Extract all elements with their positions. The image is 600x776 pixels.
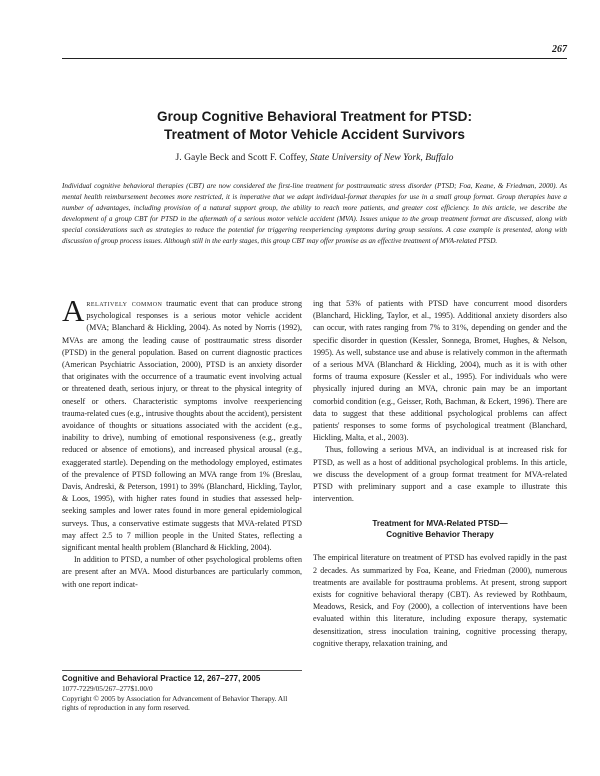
right-paragraph-3: The empirical literature on treatment of PTSD has evolved rapidly in the past 2 decades. As summarized by Foa, Keane, and Friedman (2000), numerous treatments are available for posttrauma problems. At present, strong support exists for cognitive behavioral therapy (CBT). As reviewed by Rothbaum, Meadows, Resick, and Foy (2000), a collection of interventions have been evaluated within this literature, including exposure therapy, systematic desensitization, stress inoculation training, cognitive processing therapy, cognitive therapy, relaxation training, and bbox=[313, 553, 567, 648]
section-heading bbox=[313, 518, 567, 540]
affiliation: State University of New York, Buffalo bbox=[309, 152, 454, 163]
right-paragraph-1: ing that 53% of patients with PTSD have concurrent mood disorders (Blanchard, Hickling, Taylor, et al., 1995). Additional anxiety disorders also can occur, with rates ranging from 7% to 31%, depending on gender and the specific disorder in question (Kessler, Sonnega, Bromet, Hughes, & Nelson, 1995). As well, substance use and abuse is relatively common in the aftermath of a serious MVA (Blanchard & Hickling, 2004), much as it is with other forms of trauma exposure (Kessler et al., 1995). For individuals who were physically injured during an MVA, chronic pain may be an important comorbid condition (e.g., Geisser, Roth, Bachman, & Eckert, 1996). There are data to suggest that these additional psychological problems can affect patients' responses to some forms of psychological treatment (Blanchard, Hickling, Malta, et al., 2003). bbox=[313, 299, 567, 443]
article-title bbox=[62, 108, 567, 144]
title-line-2: Treatment of Motor Vehicle Accident Survivors bbox=[164, 127, 465, 142]
right-paragraph-2: Thus, following a serious MVA, an individual is at increased risk for PTSD, as well as a host of additional psychological problems. In this article, we discuss the development of a group format treatment for MVA-related PTSD with preliminary support and a case example to illustrate this intervention. bbox=[313, 445, 567, 504]
left-column bbox=[62, 293, 302, 591]
left-paragraph-1 bbox=[62, 293, 302, 554]
issn-line: 1077-7229/05/267–277$1.00/0 bbox=[62, 684, 153, 694]
copyright-line: Copyright © 2005 by Association for Advancement of Behavior Therapy. All rights of reproduction in any form reserved. bbox=[62, 693, 288, 713]
page-number: 267 bbox=[552, 44, 567, 55]
abstract: Individual cognitive behavioral therapies (CBT) are now considered the first-line treatment for posttraumatic stress disorder (PTSD; Foa, Keane, & Friedman, 2000). As mental health reimbursement becomes more restricted, it is imperative that we adapt individual-format therapies for use in a small group format. Group therapies have a number of advantages, including provision of a natural support group, the ability to reach more patients, and greater cost efficiency. In this article, we describe the development of a group CBT for PTSD in the aftermath of a serious motor vehicle accident (MVA). Issues unique to the group treatment format are discussed, along with special considerations such as strategies to reduce the potential for triggering reexperiencing symptoms during group sessions. A case example is presented, along with discussion of group process issues. Although still in the early stages, this group CBT may offer promise as an effective treatment of MVA-related PTSD. bbox=[62, 182, 567, 246]
authors: J. Gayle Beck and Scott F. Coffey, bbox=[175, 152, 308, 163]
left-paragraph-1-text: traumatic event that can produce strong psychological responses is a serious motor vehicle accident (MVA; Blanchard & Hickling, 2004). As noted by Norris (1992), MVAs are among the leading cause of posttraumatic stress disorder (PTSD) in the general population. Based on current diagnostic practices (American Psychiatric Association, 2000), PTSD is an anxiety disorder that originates with the occurrence of a traumatic event involving actual or threatened death, serious injury, or threat to the physical integrity of oneself or others. Characteristic symptoms involve reexperiencing trauma-related cues (e.g., intrusive thoughts about the accident), persistent avoidance of thoughts or situations associated with the accident (e.g., inability to drive), numbing of emotional responsiveness (e.g., greatly reduced or absence of emotions), and increased physical arousal (e.g., exaggerated startle). Depending on the methodology employed, estimates of the prevalence of PTSD following an MVA range from 1% (Breslau, Davis, Andreski, & Peterson, 1991) to 39% (Blanchard, Hickling, Taylor, & Loos, 1995), with higher rates found in studies that assessed help-seeking samples and lower rates found in more general epidemiological surveys. Thus, a conservative estimate suggests that MVA-related PTSD may affect 2.5 to 7 million people in the United States, reflecting a significant mental health problem (Blanchard & Hickling, 2004). bbox=[62, 299, 302, 553]
journal-citation: Cognitive and Behavioral Practice 12, 267–277, 2005 bbox=[62, 674, 261, 683]
section-heading-line-1: Treatment for MVA-Related PTSD— bbox=[372, 519, 508, 529]
drop-cap: A bbox=[62, 293, 85, 328]
opening-smallcaps: relatively common bbox=[86, 299, 163, 308]
title-line-1: Group Cognitive Behavioral Treatment for PTSD: bbox=[157, 109, 472, 124]
header-rule bbox=[62, 58, 567, 59]
author-line bbox=[62, 152, 567, 163]
left-paragraph-2: In addition to PTSD, a number of other psychological problems often are present after an MVA. Mood disturbances are particularly common, with one report indicat- bbox=[62, 555, 302, 589]
footnote bbox=[62, 670, 302, 713]
footnote-rule bbox=[62, 670, 302, 671]
section-heading-line-2: Cognitive Behavior Therapy bbox=[386, 530, 494, 540]
right-column bbox=[313, 298, 567, 650]
